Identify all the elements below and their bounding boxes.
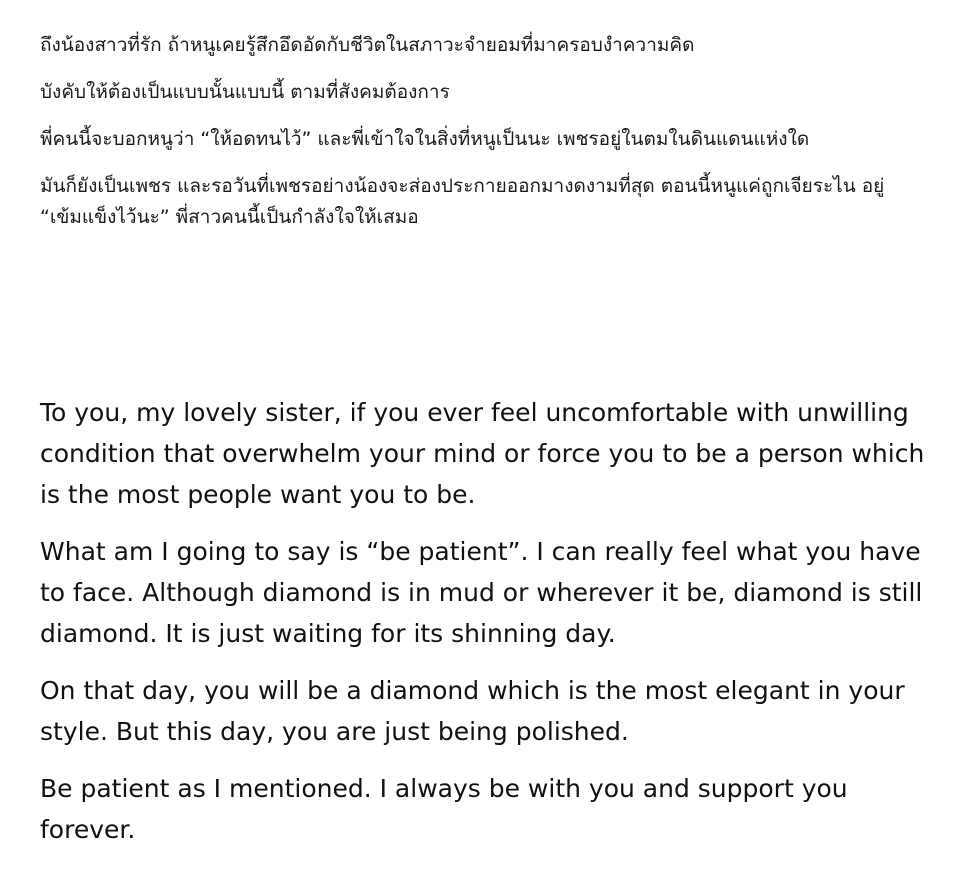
thai-message bbox=[40, 30, 920, 250]
thai-paragraph-4: มันก็ยังเป็นเพชร และรอวันที่เพชรอย่างน้องจะส่องประกายออกมางดงามที่สุด ตอนนี้หนูแค่ถูกเจียระไน อยู่ “เข้มแข็งไว้นะ” พี่สาวคนนี้เป็นกำลังใจให้เสมอ bbox=[40, 175, 885, 228]
thai-paragraph-3: พี่คนนี้จะบอกหนูว่า “ให้อดทนไว้” และพี่เข้าใจในสิ่งที่หนูเป็นนะ เพชรอยู่ในตมในดินแดนแห่งใด bbox=[40, 128, 810, 150]
english-paragraph-1: To you, my lovely sister, if you ever feel uncomfortable with unwilling condition that overwhelm your mind or force you to be a person which is the most people want you to be. bbox=[40, 398, 925, 509]
english-paragraph-3: On that day, you will be a diamond which is the most elegant in your style. But this day, you are just being polished. bbox=[40, 676, 905, 746]
thai-paragraph-1: ถึงน้องสาวที่รัก ถ้าหนูเคยรู้สึกอึดอัดกับชีวิตในสภาวะจำยอมที่มาครอบงำความคิด bbox=[40, 34, 695, 56]
english-paragraph-4: Be patient as I mentioned. I always be with you and support you forever. bbox=[40, 774, 848, 844]
english-paragraph-2: What am I going to say is “be patient”. I can really feel what you have to face. Although diamond is in mud or wherever it be, diamond is still diamond. It is just waiting for its shinning day. bbox=[40, 537, 923, 648]
english-message bbox=[40, 392, 930, 866]
thai-paragraph-2: บังคับให้ต้องเป็นแบบนั้นแบบนี้ ตามที่สังคมต้องการ bbox=[40, 81, 450, 103]
